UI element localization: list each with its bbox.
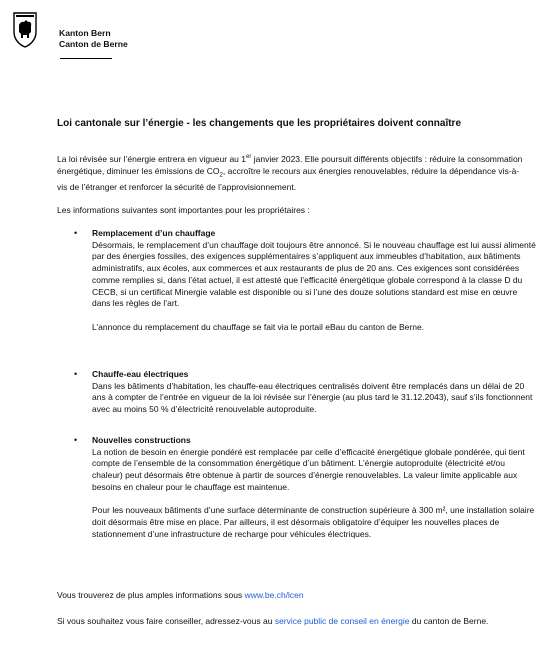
list-item-text: Dans les bâtiments d’habitation, les chauffe-eau électriques centralisés doivent être remplacés dans un délai de 20 ans à compter de l’entrée en vigueur de la loi révisée sur l’énergie (au plus tard le 31.12.2043), sauf s’ils fonctionnent avec au moins 50 % d’électricité renouvelable autoproduite. xyxy=(92,380,533,415)
intro-superscript: er xyxy=(246,154,252,160)
lead-sentence: Les informations suivantes sont importantes pour les propriétaires : xyxy=(57,205,310,215)
bern-coat-of-arms-icon xyxy=(13,12,37,48)
document-title: Loi cantonale sur l’énergie - les changements que les propriétaires doivent connaître xyxy=(57,118,461,129)
advice-text-post: du canton de Berne. xyxy=(409,616,489,626)
list-item-body xyxy=(92,228,537,333)
org-name-de: Kanton Bern xyxy=(59,28,111,38)
intro-text-1: La loi révisée sur l’énergie entrera en vigueur au 1 xyxy=(57,153,247,164)
org-name-fr: Canton de Berne xyxy=(59,38,128,49)
list-item-title: Remplacement d’un chauffage xyxy=(92,228,216,238)
intro-text-2: janvier 2023. Elle poursuit différents objectifs : réduire la consommation énergétique, diminuer les émissions de CO xyxy=(57,153,523,176)
organization-name xyxy=(59,28,128,49)
bullet-icon: • xyxy=(74,369,78,379)
list-item-note: L’annonce du remplacement du chauffage se fait via le portail eBau du canton de Berne. xyxy=(92,321,425,332)
list-item-text: La notion de besoin en énergie pondéré est remplacée par celle d’efficacité énergétique globale pondérée, qui tient compte de l’ensemble de la consommation énergétique d’un bâtiment. L’énergie autoproduite (électricité et/ou chaleur) peut désormais être obtenue à partir de sources d’énergie renouvelables. La valeur limite applicable aux besoins en chaleur pour le chauffage est maintenue. xyxy=(92,446,525,492)
list-item-title: Nouvelles constructions xyxy=(92,435,191,445)
info-link[interactable]: www.be.ch/lcen xyxy=(244,590,304,600)
intro-subscript: 2 xyxy=(219,172,223,179)
more-info-line xyxy=(57,590,304,602)
bullet-icon: • xyxy=(74,435,78,445)
list-item-body xyxy=(92,435,537,540)
intro-paragraph xyxy=(57,152,527,194)
advice-text-pre: Si vous souhaitez vous faire conseiller, adressez-vous au xyxy=(57,616,275,626)
list-item-body xyxy=(92,369,537,416)
list-item-note: Pour les nouveaux bâtiments d’une surface déterminante de construction supérieure à 300 m², une installation solaire doit désormais être mise en place. Par ailleurs, il est désormais obligatoire d’équiper les nouvelles places de stationnement d’une infrastructure de recharge pour véhicules électriques. xyxy=(92,505,535,539)
intro-text-3: , accroître le recours aux énergies renouvelables, réduire la dépendance vis-à-vis de l’étranger et renforcer la sécurité de l’approvisionnement. xyxy=(57,165,520,192)
list-item-title: Chauffe-eau électriques xyxy=(92,369,189,379)
letterhead xyxy=(13,12,543,60)
header-divider xyxy=(60,58,112,59)
bullet-icon: • xyxy=(74,228,78,238)
more-info-text: Vous trouverez de plus amples informations sous xyxy=(57,590,245,600)
list-item-text: Désormais, le remplacement d’un chauffage doit toujours être annoncé. Si le nouveau chauffage est lui aussi alimenté par des énergies fossiles, des exigences supplémentaires s’appliquent aux immeubles d’habitation, aux bâtiments administratifs, aux écoles, aux commerces et aux restaurants de plus de 20 ans. Ces exigences sont considérées comme remplies si, dans l’état actuel, il est attesté que l’efficacité énergétique globale correspond à la classe D du CECB, si un certificat Minergie valable est disponible ou si l’une des douze solutions standard est mise en œuvre dans les règles de l’art. xyxy=(92,239,536,309)
energy-advice-link[interactable]: service public de conseil en énergie xyxy=(274,616,410,626)
advice-line xyxy=(57,616,527,628)
